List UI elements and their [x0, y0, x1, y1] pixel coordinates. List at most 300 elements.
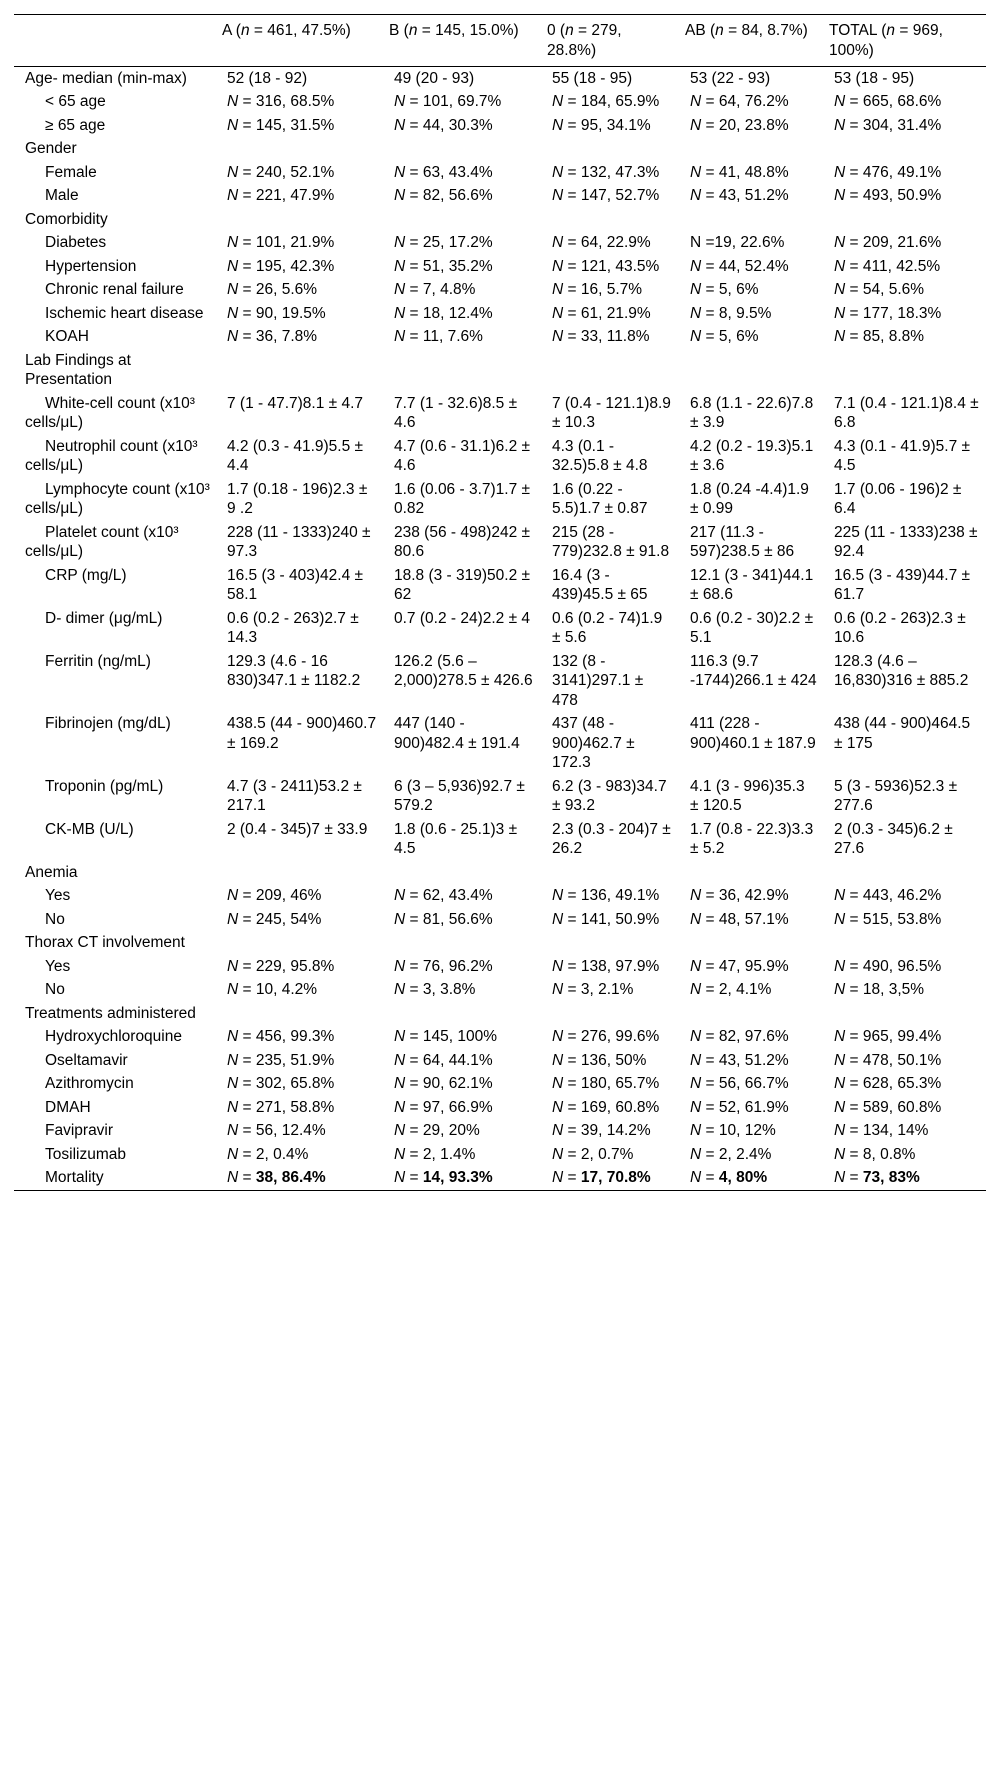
table-cell: [216, 326, 383, 350]
cell-value: = 101, 21.9%: [238, 234, 335, 251]
cell-value: = 63, 43.4%: [405, 163, 493, 181]
table-cell: [541, 979, 679, 1003]
table-row: [14, 775, 986, 818]
table-cell: [383, 1073, 541, 1097]
row-label: Azithromycin: [45, 1075, 134, 1092]
table-row: [14, 1167, 986, 1191]
section-label: Age- median (min-max): [25, 69, 187, 87]
cell-value: = 43, 51.2%: [701, 1051, 789, 1069]
table-cell: [679, 208, 823, 232]
table-cell: [823, 979, 986, 1003]
table-cell: [383, 955, 541, 979]
cell-value: =: [238, 1169, 256, 1186]
cell-value: = 665, 68.6%: [845, 93, 942, 110]
table-cell: [541, 279, 679, 303]
table-cell: 438.5 (44 - 900)460.7 ± 169.2: [227, 715, 377, 752]
table-cell: [383, 208, 541, 232]
cell-value: = 18, 3,5%: [845, 981, 925, 998]
table-cell: [216, 161, 383, 185]
cell-value: = 965, 99.4%: [845, 1028, 942, 1045]
n-symbol: N: [690, 1051, 702, 1069]
row-label: CRP (mg/L): [45, 566, 127, 584]
row-label: Chronic renal failure: [45, 281, 184, 298]
cell-value: = 134, 14%: [845, 1122, 929, 1139]
n-symbol: N: [552, 957, 564, 975]
header-text: = 145, 15.0%): [417, 22, 519, 39]
table-cell: 16.4 (3 - 439)45.5 ± 65: [552, 566, 648, 603]
table-cell: 128.3 (4.6 – 16,830)316 ± 885.2: [834, 652, 969, 689]
cell-value: = 5, 6%: [701, 328, 759, 345]
table-cell: [541, 161, 679, 185]
row-label: KOAH: [45, 328, 89, 345]
table-cell: [383, 255, 541, 279]
cell-value: = 141, 50.9%: [563, 910, 660, 928]
table-cell: 126.2 (5.6 – 2,000)278.5 ± 426.6: [394, 652, 533, 689]
table-cell: 2 (0.4 - 345)7 ± 33.9: [227, 820, 368, 838]
table-cell: [216, 1167, 383, 1191]
cell-value: = 29, 20%: [405, 1122, 480, 1139]
n-symbol: N: [552, 1075, 564, 1092]
cell-value: = 36, 7.8%: [238, 328, 318, 345]
cell-value: = 138, 97.9%: [563, 957, 660, 975]
table-cell: 132 (8 - 3141)297.1 ± 478: [552, 652, 644, 709]
table-cell: [823, 161, 986, 185]
table-cell: 7.1 (0.4 - 121.1)8.4 ± 6.8: [834, 394, 979, 431]
table-row: [14, 1026, 986, 1050]
cell-value: = 10, 12%: [701, 1122, 776, 1139]
cell-value: =: [701, 1169, 719, 1186]
header-n: n: [565, 22, 574, 39]
n-symbol: N: [552, 163, 564, 181]
cell-value: = 52, 61.9%: [701, 1098, 789, 1116]
table-cell: [216, 1096, 383, 1120]
table-cell: 129.3 (4.6 - 16 830)347.1 ± 1182.2: [227, 652, 361, 689]
table-cell: [679, 979, 823, 1003]
n-symbol: N: [552, 887, 564, 904]
table-cell: [541, 1143, 679, 1167]
table-cell: [541, 1002, 679, 1026]
n-symbol: N: [394, 1122, 406, 1139]
cell-value: = 2, 0.7%: [563, 1145, 634, 1163]
table-cell: [216, 255, 383, 279]
table-cell: [383, 861, 541, 885]
row-label: Neutrophil count (x10³ cells/μL): [25, 437, 198, 474]
table-cell: [216, 1073, 383, 1097]
table-cell: [541, 1026, 679, 1050]
header-n: n: [240, 22, 250, 39]
table-cell: 18.8 (3 - 319)50.2 ± 62: [394, 566, 531, 603]
table-cell: [383, 185, 541, 209]
n-symbol: N: [394, 257, 406, 275]
table-cell: 4.7 (3 - 2411)53.2 ± 217.1: [227, 777, 362, 814]
header-text: = 84, 8.7%): [723, 22, 808, 39]
cell-value: = 33, 11.8%: [563, 328, 650, 345]
cell-value: = 64, 22.9%: [563, 234, 651, 251]
data-table: [14, 14, 986, 1191]
table-cell: [823, 91, 986, 115]
cell-value: = 54, 5.6%: [845, 281, 925, 298]
cell-value: = 180, 65.7%: [563, 1075, 660, 1092]
table-cell: 4.3 (0.1 - 32.5)5.8 ± 4.8: [552, 437, 648, 474]
table-cell: [541, 1096, 679, 1120]
n-symbol: N: [834, 981, 846, 998]
table-cell: 4.2 (0.2 - 19.3)5.1 ± 3.6: [690, 437, 814, 474]
n-symbol: N: [552, 910, 564, 928]
table-cell: 0.6 (0.2 - 30)2.2 ± 5.1: [690, 609, 814, 646]
n-symbol: N: [552, 93, 564, 110]
table-cell: [679, 955, 823, 979]
n-symbol: N: [552, 1145, 564, 1163]
section-label: Treatments administered: [25, 1004, 196, 1022]
table-cell: 438 (44 - 900)464.5 ± 175: [834, 715, 971, 752]
cell-value: = 3, 2.1%: [563, 981, 634, 998]
table-cell: [679, 1096, 823, 1120]
table-cell: 4.7 (0.6 - 31.1)6.2 ± 4.6: [394, 437, 531, 474]
table-cell: 53 (18 - 95): [834, 69, 915, 87]
table-cell: [679, 861, 823, 885]
n-symbol: N: [834, 910, 846, 928]
table-row: [14, 1073, 986, 1097]
table-row: [14, 349, 986, 392]
n-symbol: N: [834, 1098, 846, 1116]
table-cell: [541, 326, 679, 350]
table-cell: 228 (11 - 1333)240 ± 97.3: [227, 523, 371, 560]
table-row: [14, 161, 986, 185]
cell-value: = 7, 4.8%: [405, 281, 476, 298]
table-row: [14, 478, 986, 521]
cell-value: = 56, 66.7%: [701, 1075, 789, 1092]
table-cell: 49 (20 - 93): [394, 69, 475, 87]
table-row: [14, 392, 986, 435]
row-label: No: [45, 981, 65, 998]
table-cell: [383, 1002, 541, 1026]
cell-value: = 240, 52.1%: [238, 163, 335, 181]
header-text: = 969, 100%): [829, 22, 943, 59]
cell-value: = 195, 42.3%: [238, 257, 335, 275]
n-symbol: N: [394, 116, 406, 134]
n-symbol: N: [552, 1028, 564, 1045]
n-symbol: N: [552, 328, 564, 345]
n-symbol: N: [690, 163, 702, 181]
table-row: [14, 521, 986, 564]
cell-value: = 2, 0.4%: [238, 1145, 309, 1163]
cell-value: = 76, 96.2%: [405, 957, 493, 975]
table-cell: [541, 302, 679, 326]
n-symbol: N: [394, 957, 406, 975]
n-symbol: N: [394, 1051, 406, 1069]
row-label: Mortality: [45, 1169, 104, 1186]
row-label: DMAH: [45, 1098, 91, 1116]
table-cell: [541, 185, 679, 209]
n-symbol: N: [394, 1075, 406, 1092]
table-cell: [216, 1120, 383, 1144]
table-cell: 215 (28 - 779)232.8 ± 91.8: [552, 523, 670, 560]
table-cell: 1.8 (0.24 -4.4)1.9 ± 0.99: [690, 480, 809, 517]
header-text: B (: [389, 22, 409, 39]
table-row: [14, 650, 986, 713]
table-cell: [541, 208, 679, 232]
cell-value: = 136, 50%: [563, 1051, 647, 1069]
section-label: Thorax CT involvement: [25, 934, 185, 951]
cell-value: = 235, 51.9%: [238, 1051, 335, 1069]
cell-value: = 51, 35.2%: [405, 257, 493, 275]
row-label: White-cell count (x10³ cells/μL): [25, 394, 195, 431]
n-symbol: N: [552, 981, 564, 998]
table-cell: [216, 861, 383, 885]
table-row: [14, 979, 986, 1003]
cell-value: = 121, 43.5%: [563, 257, 660, 275]
row-label: Tosilizumab: [45, 1145, 126, 1163]
row-label: Troponin (pg/mL): [45, 777, 164, 795]
cell-value: = 43, 51.2%: [701, 187, 789, 204]
table-cell: 238 (56 - 498)242 ± 80.6: [394, 523, 531, 560]
table-cell: [679, 1120, 823, 1144]
cell-value-bold: 14, 93.3%: [422, 1169, 493, 1186]
table-cell: [383, 1120, 541, 1144]
n-symbol: N: [227, 257, 239, 275]
table-cell: [679, 1143, 823, 1167]
table-cell: [541, 908, 679, 932]
n-symbol: N: [227, 187, 239, 204]
cell-value: = 589, 60.8%: [845, 1098, 942, 1116]
cell-value: = 26, 5.6%: [238, 281, 318, 298]
n-symbol: N: [227, 1098, 239, 1116]
cell-value: = 97, 66.9%: [405, 1098, 493, 1116]
n-symbol: N: [227, 1169, 239, 1186]
table-cell: 2 (0.3 - 345)6.2 ± 27.6: [834, 820, 953, 857]
n-symbol: N: [690, 93, 702, 110]
table-cell: 0.6 (0.2 - 263)2.3 ± 10.6: [834, 609, 966, 646]
table-row: [14, 1096, 986, 1120]
table-cell: 6.8 (1.1 - 22.6)7.8 ± 3.9: [690, 394, 814, 431]
cell-value: = 25, 17.2%: [405, 234, 493, 251]
table-cell: [383, 161, 541, 185]
cell-value: = 62, 43.4%: [405, 887, 493, 904]
table-row: [14, 713, 986, 776]
table-cell: [541, 1167, 679, 1191]
row-label: Female: [45, 163, 97, 181]
n-symbol: N: [227, 234, 239, 251]
table-row: [14, 885, 986, 909]
n-symbol: N: [227, 910, 239, 928]
row-label: Diabetes: [45, 234, 107, 251]
header-text: 0 (: [547, 22, 566, 39]
table-row: [14, 279, 986, 303]
n-symbol: N: [552, 1098, 564, 1116]
table-cell: [823, 232, 986, 256]
cell-value: = 10, 4.2%: [238, 981, 318, 998]
table-cell: [679, 161, 823, 185]
n-symbol: N: [690, 328, 702, 345]
table-cell: [383, 1143, 541, 1167]
table-cell: [383, 232, 541, 256]
table-cell: [216, 114, 383, 138]
table-cell: [383, 279, 541, 303]
table-cell: [216, 208, 383, 232]
row-label: Platelet count (x10³ cells/μL): [25, 523, 179, 560]
table-row: [14, 932, 986, 956]
table-cell: 16.5 (3 - 439)44.7 ± 61.7: [834, 566, 971, 603]
cell-value: = 132, 47.3%: [563, 163, 660, 181]
table-cell: [679, 1073, 823, 1097]
table-row: [14, 1120, 986, 1144]
cell-value: = 221, 47.9%: [238, 187, 335, 204]
n-symbol: N: [690, 1098, 702, 1116]
table-cell: [823, 1096, 986, 1120]
table-cell: [216, 955, 383, 979]
cell-value: = 8, 9.5%: [701, 304, 772, 322]
row-label: < 65 age: [45, 93, 106, 110]
row-label: CK-MB (U/L): [45, 820, 134, 838]
table-cell: [541, 232, 679, 256]
cell-value: = 47, 95.9%: [701, 957, 789, 975]
n-symbol: N: [552, 1122, 564, 1139]
cell-value: = 628, 65.3%: [845, 1075, 942, 1092]
cell-value: = 3, 3.8%: [405, 981, 476, 998]
row-label: D- dimer (μg/mL): [45, 609, 163, 627]
table-cell: [541, 1073, 679, 1097]
table-cell: [383, 932, 541, 956]
table-cell: [216, 185, 383, 209]
n-symbol: N: [227, 887, 239, 904]
table-cell: [679, 255, 823, 279]
table-row: [14, 955, 986, 979]
n-symbol: N: [834, 116, 846, 134]
cell-value: = 136, 49.1%: [563, 887, 660, 904]
table-cell: 6.2 (3 - 983)34.7 ± 93.2: [552, 777, 667, 814]
table-cell: 6 (3 – 5,936)92.7 ± 579.2: [394, 777, 525, 814]
n-symbol: N: [690, 281, 702, 298]
table-cell: [679, 349, 823, 392]
cell-value: = 11, 7.6%: [405, 328, 483, 345]
cell-value: = 2, 1.4%: [405, 1145, 476, 1163]
header-n: n: [408, 22, 418, 39]
row-label: Fibrinojen (mg/dL): [45, 715, 171, 732]
table-cell: [679, 279, 823, 303]
table-cell: [383, 1049, 541, 1073]
n-symbol: N: [834, 234, 846, 251]
table-cell: 437 (48 - 900)462.7 ± 172.3: [552, 715, 635, 771]
header-cell-label: [14, 15, 216, 67]
row-label: Ferritin (ng/mL): [45, 652, 151, 670]
cell-value: = 493, 50.9%: [845, 187, 942, 204]
table-cell: [383, 326, 541, 350]
n-symbol: N: [834, 281, 846, 298]
section-label: Gender: [25, 140, 77, 157]
header-cell: [679, 15, 823, 67]
table-cell: [216, 932, 383, 956]
n-symbol: N: [552, 281, 564, 298]
table-cell: [679, 326, 823, 350]
table-cell: [679, 302, 823, 326]
table-cell: 1.6 (0.06 - 3.7)1.7 ± 0.82: [394, 480, 531, 517]
table-cell: 1.7 (0.8 - 22.3)3.3 ± 5.2: [690, 820, 814, 857]
n-symbol: N: [834, 93, 846, 110]
cell-value: = 184, 65.9%: [563, 93, 660, 110]
table-cell: [823, 1002, 986, 1026]
header-n: n: [886, 22, 896, 39]
table-row: [14, 67, 986, 91]
table-row: [14, 185, 986, 209]
table-cell: [541, 885, 679, 909]
n-symbol: N: [394, 234, 406, 251]
n-symbol: N: [394, 1145, 406, 1163]
table-cell: [216, 979, 383, 1003]
n-symbol: N: [394, 281, 406, 298]
table-cell: 7 (0.4 - 121.1)8.9 ± 10.3: [552, 394, 671, 431]
n-symbol: N: [227, 281, 239, 298]
n-symbol: N: [834, 328, 846, 345]
cell-value: = 20, 23.8%: [701, 116, 789, 134]
table-cell: [823, 1120, 986, 1144]
cell-value: = 81, 56.6%: [405, 910, 493, 928]
table-cell: [823, 185, 986, 209]
cell-value: = 145, 100%: [405, 1028, 497, 1045]
row-label: Yes: [45, 887, 71, 904]
header-cell: [823, 15, 986, 67]
table-row: [14, 302, 986, 326]
n-symbol: N: [552, 1051, 564, 1069]
header-n: n: [715, 22, 724, 39]
table-row: [14, 908, 986, 932]
table-cell: [541, 138, 679, 162]
table-row: [14, 232, 986, 256]
row-label: Yes: [45, 957, 71, 975]
cell-value: = 304, 31.4%: [845, 116, 942, 134]
n-symbol: N: [690, 981, 702, 998]
cell-value: = 490, 96.5%: [845, 957, 942, 975]
n-symbol: N: [690, 304, 702, 322]
cell-value: = 64, 76.2%: [701, 93, 789, 110]
n-symbol: N: [552, 234, 564, 251]
table-cell: [541, 91, 679, 115]
cell-value: = 90, 62.1%: [405, 1075, 493, 1092]
cell-value: = 8, 0.8%: [845, 1145, 916, 1163]
table-cell: 4.3 (0.1 - 41.9)5.7 ± 4.5: [834, 437, 971, 474]
table-cell: [541, 861, 679, 885]
n-symbol: N: [834, 304, 846, 322]
cell-value: = 147, 52.7%: [563, 187, 660, 204]
n-symbol: N: [227, 116, 239, 134]
table-cell: [541, 1049, 679, 1073]
cell-value: = 90, 19.5%: [238, 304, 326, 322]
cell-value: = 36, 42.9%: [701, 887, 789, 904]
table-cell: [541, 114, 679, 138]
n-symbol: N: [834, 887, 846, 904]
n-symbol: N: [834, 163, 846, 181]
table-cell: [216, 885, 383, 909]
table-row: [14, 208, 986, 232]
table-cell: [823, 138, 986, 162]
table-cell: [823, 955, 986, 979]
row-label: ≥ 65 age: [45, 116, 106, 134]
table-cell: [383, 114, 541, 138]
table-cell: 2.3 (0.3 - 204)7 ± 26.2: [552, 820, 671, 857]
n-symbol: N: [227, 328, 239, 345]
n-symbol: N: [690, 910, 702, 928]
cell-value: = 169, 60.8%: [563, 1098, 660, 1116]
n-symbol: N: [394, 887, 406, 904]
header-text: AB (: [685, 22, 716, 39]
cell-value: = 85, 8.8%: [845, 328, 925, 345]
cell-value: = 245, 54%: [238, 910, 322, 928]
n-symbol: N: [552, 187, 564, 204]
table-cell: 1.8 (0.6 - 25.1)3 ± 4.5: [394, 820, 518, 857]
table-cell: [541, 1120, 679, 1144]
n-symbol: N: [690, 1169, 702, 1186]
n-symbol: N: [834, 1145, 846, 1163]
n-symbol: N: [227, 981, 239, 998]
